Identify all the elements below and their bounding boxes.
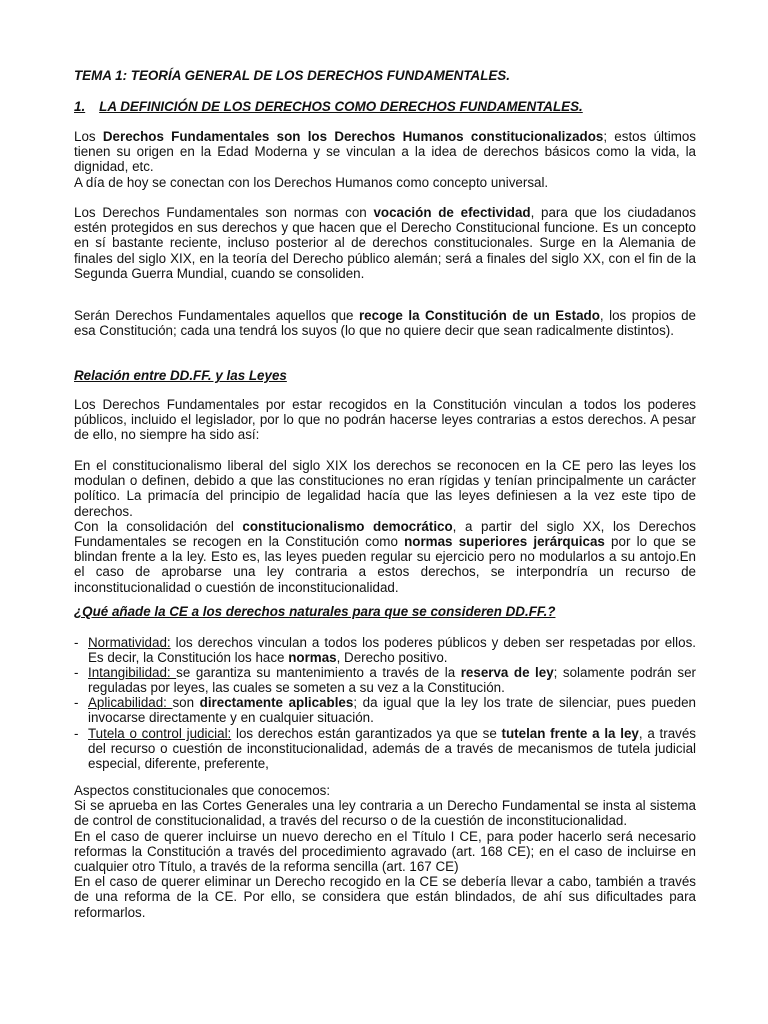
list-item-normatividad: - Normatividad: los derechos vinculan a todos los poderes públicos y deben ser respetadas por ellos. Es decir, la Constitución los hace normas, Derecho positivo. — [74, 635, 696, 666]
section-heading — [74, 99, 696, 114]
list-item-label: Normatividad: — [88, 635, 171, 650]
bold-phrase: Derechos Fundamentales son los Derechos Humanos constitucionalizados — [102, 129, 604, 144]
list-dash: - — [74, 665, 79, 680]
list-dash: - — [74, 726, 79, 741]
paragraph-aspectos: Aspectos constitucionales que conocemos: Si se aprueba en las Cortes Generales una ley contraria a un Derecho Fundamental se insta al sistema de control de constitucionalidad, a través del recurso o de la cuestión de inconstitucionalidad. En el caso de querer incluirse un nuevo derecho en el Título I CE, para poder hacerlo será necesario reformas la Constitución a través del procedimiento agravado (art. 168 CE); en el caso de incluirse en cualquier otro Título, a través de la reforma sencilla (art. 167 CE) En el caso de querer eliminar un Derecho recogido en la CE se debería llevar a cabo, también a través de una reforma de la CE. Por ello, se considera que están blindados, de ahí sus dificultades para reformarlos. — [74, 783, 696, 920]
paragraph-constitucion: Serán Derechos Fundamentales aquellos que recoge la Constitución de un Estado, los propios de esa Constitución; cada una tendrá los suyos (lo que no quiere decir que sean radicalmente distintos). — [74, 308, 696, 339]
bold-phrase: constitucionalismo democrático — [242, 518, 453, 534]
list-item-aplicabilidad: - Aplicabilidad: son directamente aplicables; da igual que la ley los trate de silenciar, pues pueden invocarse directamente y en cualquier situación. — [74, 695, 696, 726]
document-title: TEMA 1: TEORÍA GENERAL DE LOS DERECHOS FUNDAMENTALES. — [74, 68, 510, 83]
list-item-tutela: - Tutela o control judicial: los derechos están garantizados ya que se tutelan frente a la ley, a través del recurso o cuestión de inconstitucionalidad, además de a través de mecanismos de tutela judicial especial, diferente, preferente, — [74, 726, 696, 772]
section-number: 1. — [74, 99, 86, 114]
list-dash: - — [74, 695, 79, 710]
aspectos-heading: Aspectos constitucionales que conocemos: — [74, 783, 331, 798]
paragraph-definition: Los Derechos Fundamentales son los Derechos Humanos constitucionalizados; estos últimos tienen su origen en la Edad Moderna y se vinculan a la idea de derechos básicos como la vida, la dignidad, etc. A día de hoy se conectan con los Derechos Humanos como concepto universal. — [74, 129, 696, 190]
list-item-intangibilidad: - Intangibilidad: se garantiza su mantenimiento a través de la reserva de ley; solamente podrán ser reguladas por leyes, las cuales se someten a su vez a la Constitución. — [74, 665, 697, 696]
list-item-label: Aplicabilidad: — [88, 695, 173, 710]
paragraph-efectividad: Los Derechos Fundamentales son normas con vocación de efectividad, para que los ciudadanos estén protegidos en sus derechos y que hacen que el Derecho Constitucional funcione. Es un concepto en sí bastante reciente, incluso posterior al de derechos constitucionales. Surge en la Alemania de finales del siglo XIX, en la teoría del Derecho público alemán; será a finales del siglo XX, con el fin de la Segunda Guerra Mundial, cuando se consoliden. — [74, 205, 697, 281]
bold-phrase: recoge la Constitución de un Estado — [358, 308, 600, 323]
subheading-relacion: Relación entre DD.FF. y las Leyes — [74, 368, 287, 383]
section-heading-text: LA DEFINICIÓN DE LOS DERECHOS COMO DERECHOS FUNDAMENTALES. — [99, 99, 583, 114]
paragraph-poderes: Los Derechos Fundamentales por estar recogidos en la Constitución vinculan a todos los poderes públicos, incluido el legislador, por lo que no podrán hacerse leyes contrarias a estos derechos. A pesar de ello, no siempre ha sido así: — [74, 397, 696, 443]
bold-phrase: vocación de efectividad — [373, 205, 531, 220]
list-dash: - — [74, 635, 79, 650]
subheading-que-anade: ¿Qué añade la CE a los derechos naturales para que se consideren DD.FF.? — [74, 604, 556, 619]
list-item-label: Intangibilidad: — [88, 665, 177, 680]
paragraph-constitucionalismo: En el constitucionalismo liberal del siglo XIX los derechos se reconocen en la CE pero las leyes los modulan o definen, debido a que las constituciones no eran rígidas y tenían principalmente un carácter político. La primacía del principio de legalidad hacía que las leyes definiesen a la vez este tipo de derechos. Con la consolidación del constitucionalismo democrático, a partir del siglo XX, los Derechos Fundamentales se recogen en la Constitución como normas superiores jerárquicas por lo que se blindan frente a la ley. Esto es, las leyes pueden regular su ejercicio pero no modularlos a su antojo.En el caso de aprobarse una ley contraria a estos derechos, se interpondría un recurso de inconstitucionalidad o cuestión de inconstitucionalidad. — [74, 458, 696, 595]
bold-phrase: normas superiores jerárquicas — [404, 534, 605, 550]
list-item-label: Tutela o control judicial: — [88, 726, 232, 741]
